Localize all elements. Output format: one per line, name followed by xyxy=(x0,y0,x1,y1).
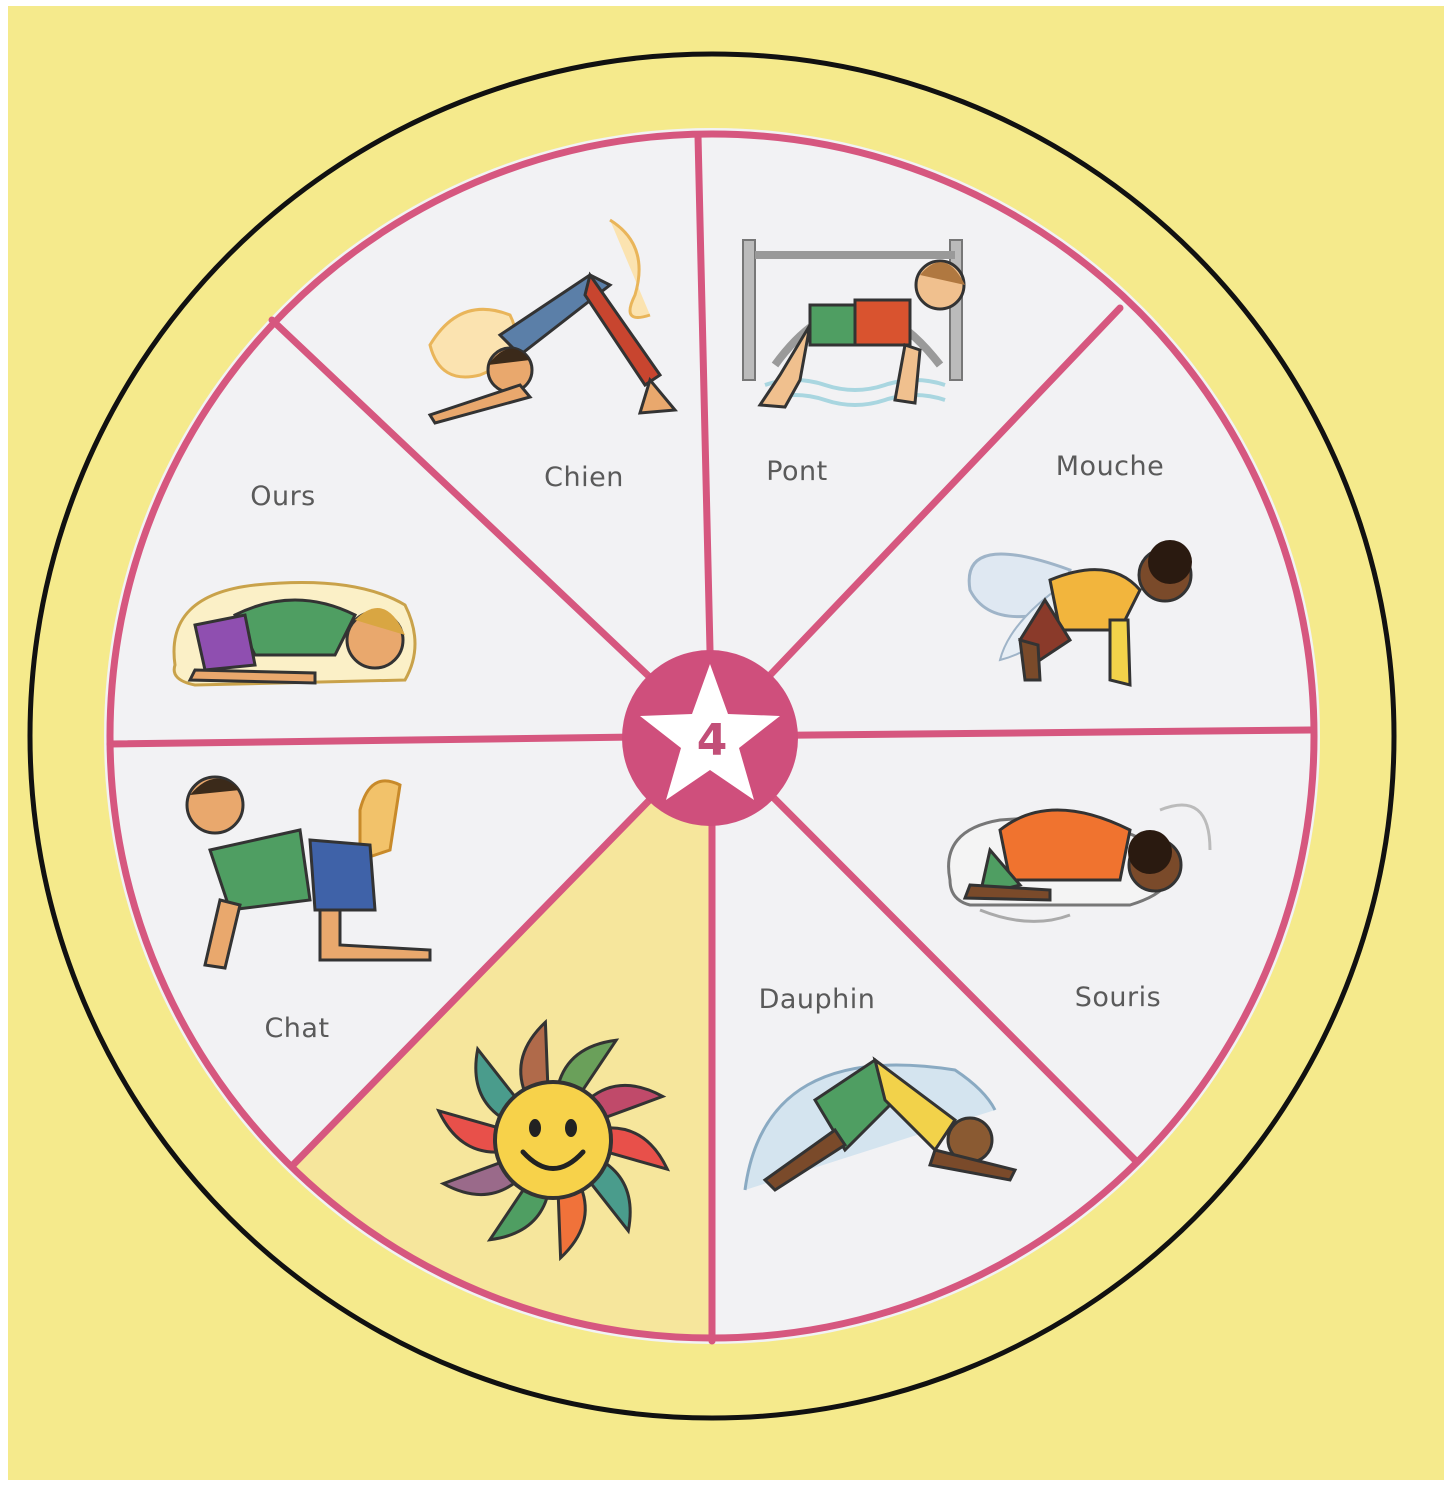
center-number: 4 xyxy=(696,715,728,766)
center-hub xyxy=(622,650,798,826)
label-souris: Souris xyxy=(1074,982,1162,1013)
label-pont: Pont xyxy=(766,456,828,487)
label-dauphin: Dauphin xyxy=(758,984,876,1015)
label-chat: Chat xyxy=(264,1013,330,1044)
bear-pose-icon xyxy=(174,583,415,686)
label-chien: Chien xyxy=(544,462,624,493)
label-mouche: Mouche xyxy=(1055,451,1165,482)
label-ours: Ours xyxy=(250,481,316,512)
